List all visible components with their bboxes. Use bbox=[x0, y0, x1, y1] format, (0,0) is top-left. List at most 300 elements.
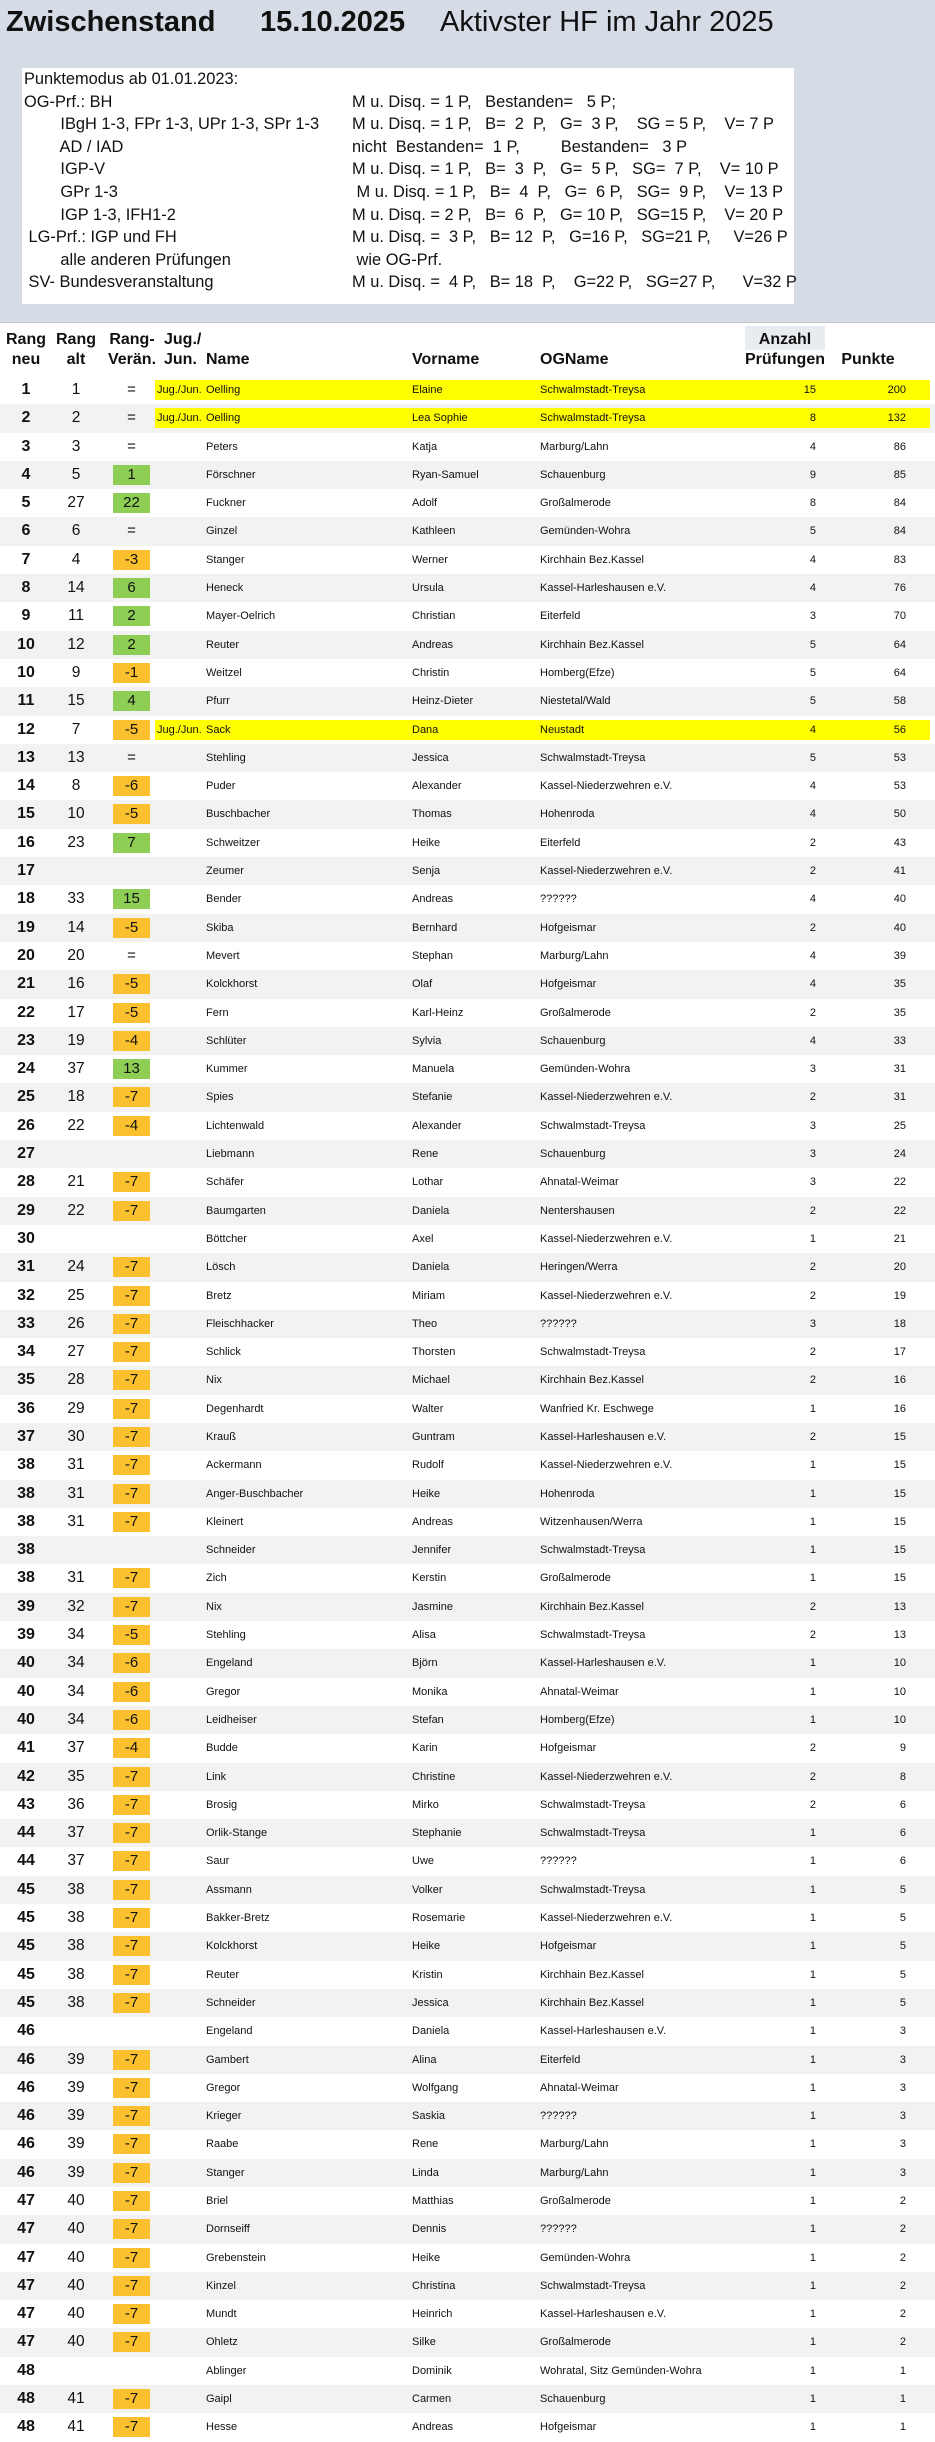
exam-count: 1 bbox=[809, 1487, 816, 1500]
rank-change: -6 bbox=[113, 776, 150, 796]
first-name: Karin bbox=[412, 1742, 438, 1755]
first-name: Carmen bbox=[412, 2393, 452, 2406]
points: 15 bbox=[893, 1544, 906, 1557]
exam-count: 3 bbox=[809, 1176, 816, 1189]
point-mode-box bbox=[22, 68, 797, 304]
rank-new: 46 bbox=[17, 2050, 35, 2068]
rank-old: 39 bbox=[67, 2078, 85, 2096]
col-header-vorname: Vorname bbox=[412, 351, 480, 368]
last-name: Engeland bbox=[206, 1657, 253, 1670]
rank-old: 3 bbox=[71, 437, 81, 455]
exam-count: 4 bbox=[809, 553, 816, 566]
exam-count: 2 bbox=[809, 836, 816, 849]
rank-change: -5 bbox=[113, 720, 150, 740]
points: 2 bbox=[899, 2279, 906, 2292]
rank-new: 48 bbox=[17, 2390, 35, 2408]
table-row bbox=[0, 546, 935, 574]
col-header-anzahl: Anzahl bbox=[758, 331, 812, 348]
first-name: Daniela bbox=[412, 1204, 450, 1217]
title-banner bbox=[0, 0, 935, 322]
last-name: Engeland bbox=[206, 2025, 253, 2038]
points: 64 bbox=[893, 666, 906, 679]
table-row bbox=[0, 1225, 935, 1253]
rank-change: -7 bbox=[113, 2276, 150, 2296]
rank-change: -7 bbox=[113, 2078, 150, 2098]
rank-change: = bbox=[127, 437, 136, 455]
points: 21 bbox=[893, 1232, 906, 1245]
rank-new: 27 bbox=[17, 1145, 35, 1163]
rank-change: 1 bbox=[113, 465, 150, 485]
rank-change bbox=[113, 861, 150, 881]
rank-old: 16 bbox=[67, 975, 85, 993]
first-name: Alexander bbox=[412, 780, 462, 793]
exam-count: 2 bbox=[809, 1261, 816, 1274]
first-name: Andreas bbox=[412, 1515, 453, 1528]
table-row bbox=[0, 1649, 935, 1677]
rank-new: 1 bbox=[21, 381, 31, 398]
first-name: Andreas bbox=[412, 893, 453, 906]
club-name: Niestetal/Wald bbox=[540, 695, 611, 708]
rank-change: = bbox=[127, 381, 136, 398]
exam-count: 4 bbox=[809, 949, 816, 962]
rank-old: 22 bbox=[67, 1201, 85, 1219]
points: 1 bbox=[899, 2421, 906, 2434]
club-name: Schwalmstadt-Treysa bbox=[540, 751, 646, 764]
last-name: Kinzel bbox=[206, 2279, 236, 2292]
table-row bbox=[0, 1678, 935, 1706]
first-name: Katja bbox=[412, 440, 438, 453]
last-name: Stanger bbox=[206, 553, 245, 566]
first-name: Michael bbox=[412, 1374, 450, 1387]
last-name: Lösch bbox=[206, 1261, 236, 1274]
club-name: Kassel-Niederzwehren e.V. bbox=[540, 865, 673, 878]
points: 15 bbox=[893, 1487, 906, 1500]
last-name: Raabe bbox=[206, 2138, 239, 2151]
rank-change: -7 bbox=[113, 1851, 150, 1871]
exam-count: 1 bbox=[809, 1855, 816, 1868]
rank-old: 38 bbox=[67, 1937, 85, 1955]
points: 20 bbox=[893, 1261, 906, 1274]
club-name: Kassel-Niederzwehren e.V. bbox=[540, 1912, 673, 1925]
rank-change: = bbox=[127, 409, 136, 427]
rank-change: -4 bbox=[113, 1031, 150, 1051]
exam-count: 2 bbox=[809, 1770, 816, 1783]
club-name: Kirchhain Bez.Kassel bbox=[540, 1996, 644, 2009]
rank-new: 36 bbox=[17, 1399, 35, 1417]
rank-old: 25 bbox=[67, 1286, 85, 1304]
rank-new: 28 bbox=[17, 1173, 35, 1191]
rank-new: 47 bbox=[17, 2220, 35, 2238]
rank-new: 47 bbox=[17, 2333, 35, 2351]
first-name: Mirko bbox=[412, 1798, 439, 1811]
exam-count: 1 bbox=[809, 2393, 816, 2406]
rank-new: 20 bbox=[17, 946, 35, 964]
rank-change: -7 bbox=[113, 1286, 150, 1306]
first-name: Daniela bbox=[412, 2025, 450, 2038]
rank-new: 10 bbox=[17, 635, 35, 653]
rank-change bbox=[113, 1229, 150, 1249]
rank-old: 38 bbox=[67, 1993, 85, 2011]
rank-new: 44 bbox=[17, 1824, 35, 1842]
exam-count: 5 bbox=[809, 751, 816, 764]
last-name: Mevert bbox=[206, 949, 240, 962]
club-name: Schwalmstadt-Treysa bbox=[540, 1798, 646, 1811]
rank-change: -4 bbox=[113, 1738, 150, 1758]
table-row bbox=[0, 914, 935, 942]
club-name: Marburg/Lahn bbox=[540, 440, 609, 453]
rank-change: -7 bbox=[113, 2332, 150, 2352]
points: 3 bbox=[899, 2081, 906, 2094]
table-row bbox=[0, 885, 935, 913]
table-row bbox=[0, 376, 935, 404]
point-mode-label: AD / IAD bbox=[24, 137, 124, 156]
exam-count: 1 bbox=[809, 2279, 816, 2292]
point-mode-rule: M u. Disq. = 1 P, B= 4 P, G= 6 P, SG= 9 P, V= 13 P bbox=[352, 183, 784, 201]
first-name: Andreas bbox=[412, 638, 453, 651]
points: 2 bbox=[899, 2251, 906, 2264]
club-name: Kassel-Niederzwehren e.V. bbox=[540, 780, 673, 793]
rank-new: 30 bbox=[17, 1229, 35, 1247]
last-name: Stehling bbox=[206, 1629, 246, 1642]
table-row bbox=[0, 1168, 935, 1196]
rank-old: 40 bbox=[67, 2192, 85, 2209]
rank-change: -7 bbox=[113, 1427, 150, 1447]
rank-new: 46 bbox=[17, 2135, 35, 2153]
exam-count: 5 bbox=[809, 695, 816, 708]
table-row bbox=[0, 970, 935, 998]
first-name: Christian bbox=[412, 610, 456, 623]
last-name: Saur bbox=[206, 1855, 230, 1868]
point-mode-rule: wie OG-Prf. bbox=[352, 250, 443, 269]
rank-old: 38 bbox=[67, 1965, 85, 1983]
club-name: Großalmerode bbox=[540, 2336, 611, 2349]
rank-old: 31 bbox=[67, 1456, 85, 1474]
first-name: Rudolf bbox=[412, 1459, 444, 1472]
rank-old bbox=[50, 857, 102, 885]
club-name: Kassel-Niederzwehren e.V. bbox=[540, 1770, 673, 1783]
rank-new: 46 bbox=[17, 2022, 35, 2040]
point-mode-label: GPr 1-3 bbox=[24, 183, 118, 201]
first-name: Dennis bbox=[412, 2223, 447, 2236]
last-name: Gaipl bbox=[206, 2393, 232, 2406]
exam-count: 9 bbox=[809, 468, 816, 481]
table-row bbox=[0, 2130, 935, 2158]
last-name: Link bbox=[206, 1770, 227, 1783]
last-name: Dornseiff bbox=[206, 2223, 250, 2236]
first-name: Miriam bbox=[412, 1289, 445, 1302]
points: 5 bbox=[899, 1996, 906, 2009]
club-name: Ahnatal-Weimar bbox=[540, 1176, 619, 1189]
rank-new: 6 bbox=[21, 522, 31, 540]
exam-count: 1 bbox=[809, 2110, 816, 2123]
last-name: Gambert bbox=[206, 2053, 249, 2066]
rank-change: -7 bbox=[113, 2219, 150, 2239]
rank-old: 14 bbox=[67, 918, 85, 936]
club-name: Schwalmstadt-Treysa bbox=[540, 1827, 646, 1840]
last-name: Krauß bbox=[206, 1430, 236, 1443]
first-name: Lea Sophie bbox=[412, 412, 468, 425]
table-row bbox=[0, 1338, 935, 1366]
points: 85 bbox=[893, 468, 906, 481]
table-row bbox=[0, 1734, 935, 1762]
rank-new: 17 bbox=[17, 862, 35, 880]
rank-new: 38 bbox=[17, 1541, 35, 1559]
table-row bbox=[0, 1536, 935, 1564]
rank-old: 31 bbox=[67, 1569, 85, 1587]
exam-count: 1 bbox=[809, 2251, 816, 2264]
first-name: Jessica bbox=[412, 1996, 449, 2009]
last-name: Ackermann bbox=[206, 1459, 262, 1472]
table-row bbox=[0, 2272, 935, 2300]
rank-change: -7 bbox=[113, 1370, 150, 1390]
first-name: Alina bbox=[412, 2053, 437, 2066]
points: 10 bbox=[893, 1713, 906, 1726]
rank-change: -4 bbox=[113, 1116, 150, 1136]
exam-count: 1 bbox=[809, 1912, 816, 1925]
rank-change: -7 bbox=[113, 1936, 150, 1956]
table-row bbox=[0, 716, 935, 744]
first-name: Stefan bbox=[412, 1713, 444, 1726]
club-name: Gemünden-Wohra bbox=[540, 525, 631, 538]
first-name: Jessica bbox=[412, 751, 449, 764]
points: 5 bbox=[899, 1883, 906, 1896]
club-name: Schwalmstadt-Treysa bbox=[540, 1629, 646, 1642]
rank-old: 40 bbox=[67, 2276, 85, 2294]
points: 15 bbox=[893, 1572, 906, 1585]
rank-new: 32 bbox=[17, 1286, 35, 1304]
table-row bbox=[0, 1876, 935, 1904]
rank-change: -7 bbox=[113, 2304, 150, 2324]
club-name: Kirchhain Bez.Kassel bbox=[540, 1600, 644, 1613]
exam-count: 3 bbox=[809, 1119, 816, 1132]
exam-count: 2 bbox=[809, 1430, 816, 1443]
table-row bbox=[0, 2244, 935, 2272]
rank-old: 15 bbox=[67, 692, 85, 710]
table-row bbox=[0, 1621, 935, 1649]
rank-old: 40 bbox=[67, 2333, 85, 2351]
rank-new: 45 bbox=[17, 1880, 35, 1898]
last-name: Nix bbox=[206, 1600, 222, 1613]
rank-old: 41 bbox=[67, 2390, 85, 2408]
rank-change: -7 bbox=[113, 1257, 150, 1277]
club-name: Eiterfeld bbox=[540, 836, 581, 849]
rank-change: 22 bbox=[113, 493, 150, 513]
rank-new: 43 bbox=[17, 1795, 35, 1813]
exam-count: 2 bbox=[809, 1204, 816, 1217]
rank-change: -7 bbox=[113, 1597, 150, 1617]
rank-new: 29 bbox=[17, 1201, 35, 1219]
rank-old: 29 bbox=[67, 1399, 85, 1417]
points: 13 bbox=[893, 1629, 906, 1642]
rank-new: 22 bbox=[17, 1003, 35, 1021]
club-name: Schwalmstadt-Treysa bbox=[540, 1883, 646, 1896]
last-name: Oelling bbox=[206, 384, 241, 396]
points: 15 bbox=[893, 1515, 906, 1528]
rank-old bbox=[50, 1225, 102, 1253]
rank-old: 23 bbox=[67, 833, 85, 851]
points: 3 bbox=[899, 2025, 906, 2038]
club-name: Gemünden-Wohra bbox=[540, 1063, 631, 1076]
club-name: Großalmerode bbox=[540, 1572, 611, 1585]
rank-old: 37 bbox=[67, 1060, 85, 1078]
first-name: Heike bbox=[412, 2251, 441, 2264]
table-row bbox=[0, 1763, 935, 1791]
exam-count: 1 bbox=[809, 2166, 816, 2179]
points: 5 bbox=[899, 1912, 906, 1925]
rank-change: -7 bbox=[113, 1484, 150, 1504]
table-row bbox=[0, 1451, 935, 1479]
rank-new: 5 bbox=[21, 494, 31, 512]
exam-count: 3 bbox=[809, 1063, 816, 1076]
points: 15 bbox=[893, 1430, 906, 1443]
rank-change: -7 bbox=[113, 1795, 150, 1815]
first-name: Stephanie bbox=[412, 1827, 462, 1840]
rank-old: 7 bbox=[71, 720, 81, 738]
table-row bbox=[0, 574, 935, 602]
rank-old: 34 bbox=[67, 1654, 85, 1672]
last-name: Hesse bbox=[206, 2421, 238, 2434]
exam-count: 1 bbox=[809, 1402, 816, 1415]
last-name: Oelling bbox=[206, 412, 241, 425]
rank-old bbox=[50, 1536, 102, 1564]
first-name: Guntram bbox=[412, 1430, 455, 1443]
table-row bbox=[0, 2385, 935, 2413]
rank-old: 10 bbox=[67, 805, 85, 823]
page-subtitle: Aktivster HF im Jahr 2025 bbox=[440, 6, 774, 38]
first-name: Stefanie bbox=[412, 1091, 453, 1104]
first-name: Manuela bbox=[412, 1063, 455, 1076]
last-name: Fuckner bbox=[206, 497, 246, 510]
exam-count: 8 bbox=[809, 412, 816, 425]
points: 6 bbox=[899, 1855, 906, 1868]
table-row bbox=[0, 461, 935, 489]
exam-count: 1 bbox=[809, 1940, 816, 1953]
rank-new: 11 bbox=[17, 692, 35, 710]
table-row bbox=[0, 2215, 935, 2243]
point-mode-label: SV- Bundesveranstaltung bbox=[24, 273, 214, 292]
table-row bbox=[0, 1480, 935, 1508]
rank-new: 47 bbox=[17, 2192, 35, 2209]
rank-new: 13 bbox=[17, 748, 35, 766]
exam-count: 2 bbox=[809, 921, 816, 934]
rank-change: = bbox=[127, 748, 136, 766]
points: 6 bbox=[899, 1827, 906, 1840]
exam-count: 1 bbox=[809, 2138, 816, 2151]
col-header-jug: Jug./ Jun. bbox=[164, 331, 202, 368]
rank-old: 18 bbox=[67, 1088, 85, 1106]
last-name: Pfurr bbox=[206, 695, 230, 708]
rank-new: 25 bbox=[17, 1088, 35, 1106]
exam-count: 1 bbox=[809, 2421, 816, 2434]
table-row bbox=[0, 1593, 935, 1621]
club-name: Schwalmstadt-Treysa bbox=[540, 1119, 646, 1132]
exam-count: 1 bbox=[809, 1713, 816, 1726]
table-row bbox=[0, 2017, 935, 2045]
first-name: Bernhard bbox=[412, 921, 458, 934]
rank-new: 40 bbox=[17, 1654, 35, 1672]
rank-change: -7 bbox=[113, 1965, 150, 1985]
first-name: Thomas bbox=[412, 808, 452, 821]
first-name: Saskia bbox=[412, 2110, 446, 2123]
club-name: Hofgeismar bbox=[540, 1742, 597, 1755]
club-name: Ahnatal-Weimar bbox=[540, 2081, 619, 2094]
rank-new: 45 bbox=[17, 1993, 35, 2011]
club-name: Nentershausen bbox=[540, 1204, 615, 1217]
rank-change: -6 bbox=[113, 1710, 150, 1730]
table-row bbox=[0, 1282, 935, 1310]
points: 31 bbox=[893, 1063, 906, 1076]
table-row bbox=[0, 1706, 935, 1734]
rank-change: -7 bbox=[113, 1172, 150, 1192]
club-name: Hohenroda bbox=[540, 1487, 595, 1500]
rank-new: 23 bbox=[17, 1031, 35, 1049]
club-name: Hofgeismar bbox=[540, 978, 597, 991]
first-name: Heike bbox=[412, 836, 441, 849]
exam-count: 2 bbox=[809, 1006, 816, 1019]
first-name: Adolf bbox=[412, 497, 438, 510]
points: 16 bbox=[893, 1374, 906, 1387]
first-name: Christina bbox=[412, 2279, 456, 2292]
rank-new: 45 bbox=[17, 1965, 35, 1983]
club-name: Kirchhain Bez.Kassel bbox=[540, 1968, 644, 1981]
exam-count: 1 bbox=[809, 2336, 816, 2349]
club-name: Kassel-Harleshausen e.V. bbox=[540, 2308, 667, 2321]
last-name: Krieger bbox=[206, 2110, 242, 2123]
last-name: Schweitzer bbox=[206, 836, 260, 849]
points: 33 bbox=[893, 1034, 906, 1047]
club-name: Heringen/Werra bbox=[540, 1261, 618, 1274]
exam-count: 1 bbox=[809, 2308, 816, 2321]
rank-new: 12 bbox=[17, 720, 35, 738]
first-name: Volker bbox=[412, 1883, 443, 1896]
first-name: Heinz-Dieter bbox=[412, 695, 474, 708]
rank-change: 15 bbox=[113, 889, 150, 909]
points: 40 bbox=[893, 893, 906, 906]
points: 2 bbox=[899, 2195, 906, 2207]
club-name: ?????? bbox=[540, 1317, 577, 1330]
first-name: Kristin bbox=[412, 1968, 443, 1981]
points: 3 bbox=[899, 2110, 906, 2123]
rank-new: 47 bbox=[17, 2305, 35, 2323]
first-name: Rene bbox=[412, 1148, 439, 1161]
table-row bbox=[0, 517, 935, 545]
last-name: Gregor bbox=[206, 2081, 241, 2094]
rank-new: 34 bbox=[17, 1343, 35, 1361]
table-row bbox=[0, 602, 935, 630]
first-name: Alisa bbox=[412, 1629, 436, 1642]
first-name: Jasmine bbox=[412, 1600, 453, 1613]
exam-count: 1 bbox=[809, 2025, 816, 2038]
last-name: Buschbacher bbox=[206, 808, 271, 821]
exam-count: 4 bbox=[809, 780, 816, 793]
rank-new: 33 bbox=[17, 1314, 35, 1332]
exam-count: 2 bbox=[809, 1091, 816, 1104]
rank-old: 9 bbox=[71, 663, 81, 681]
rank-old: 40 bbox=[67, 2305, 85, 2323]
points: 39 bbox=[893, 949, 906, 962]
first-name: Matthias bbox=[412, 2195, 454, 2207]
first-name: Rene bbox=[412, 2138, 439, 2151]
club-name: Kirchhain Bez.Kassel bbox=[540, 638, 644, 651]
table-row bbox=[0, 1366, 935, 1394]
exam-count: 3 bbox=[809, 1317, 816, 1330]
first-name: Christin bbox=[412, 666, 450, 679]
first-name: Axel bbox=[412, 1232, 434, 1245]
points: 2 bbox=[899, 2336, 906, 2349]
exam-count: 4 bbox=[809, 723, 816, 736]
point-mode-label: OG-Prf.: BH bbox=[24, 92, 113, 111]
last-name: Zeumer bbox=[206, 865, 244, 878]
